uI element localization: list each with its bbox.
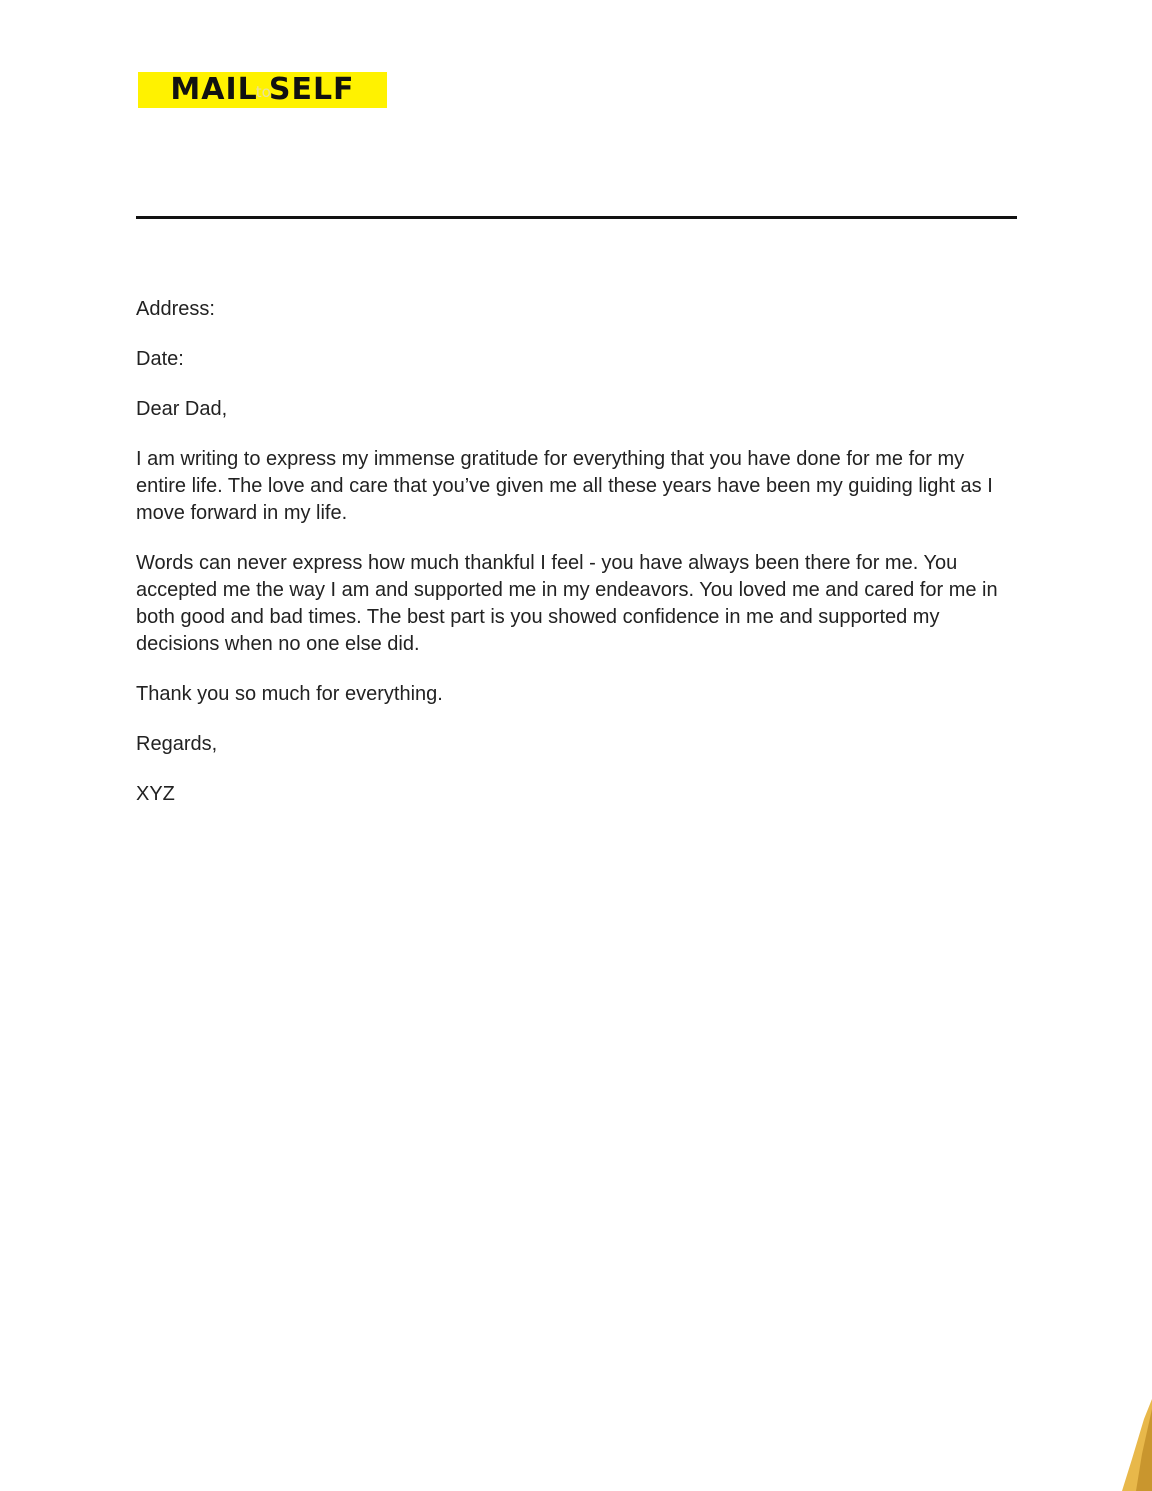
letter-paragraph-3: Thank you so much for everything.: [136, 683, 443, 705]
letter-body: [136, 296, 1016, 831]
closing: Regards,: [136, 733, 218, 755]
logo-text-left: MAIL: [170, 72, 258, 107]
logo-text-middle: to: [255, 83, 271, 101]
mailtoself-logo: [138, 72, 387, 108]
letter-paragraph-2: Words can never express how much thankful I feel - you have always been there for me. You accepted me the way I am and supported me in my endeavors. You loved me and cared for me in both good and bad times. The best part is you showed confidence in me and supported my decisions when no one else did.: [136, 552, 998, 655]
corner-accent-decoration: [1122, 1399, 1152, 1491]
date-label: Date:: [136, 348, 184, 370]
signature: XYZ: [136, 783, 175, 805]
header-divider: [136, 216, 1017, 219]
letter-paragraph-1: I am writing to express my immense gratitude for everything that you have done for me for my entire life. The love and care that you’ve given me all these years have been my guiding light as I move forward in my life.: [136, 448, 993, 524]
logo-text-right: SELF: [268, 72, 355, 107]
address-label: Address:: [136, 298, 215, 320]
salutation: Dear Dad,: [136, 398, 228, 420]
